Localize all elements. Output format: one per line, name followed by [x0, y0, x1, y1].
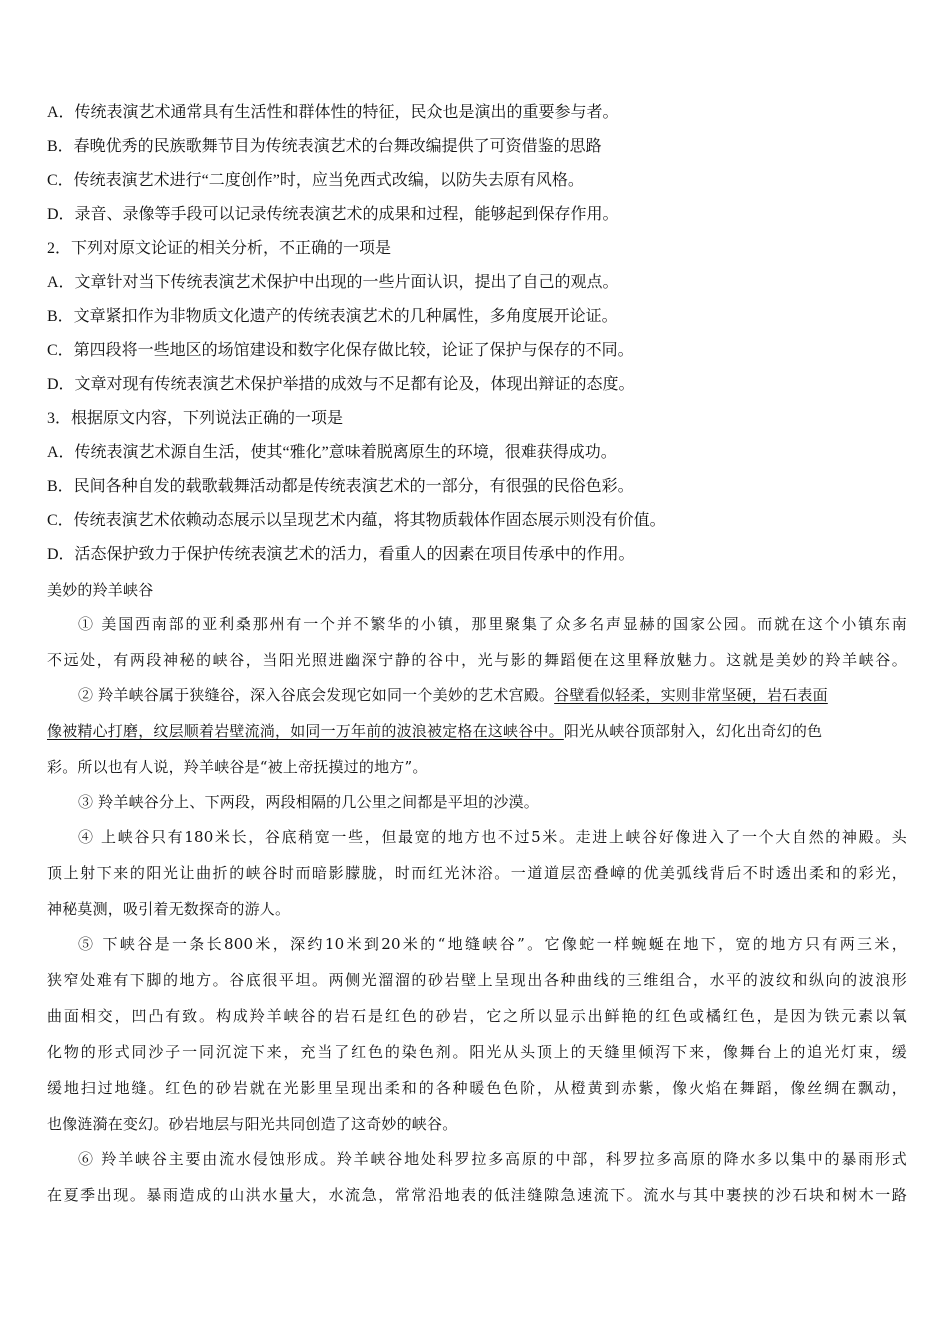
paragraph-4-line-2: 顶上射下来的阳光让曲折的峡谷时而暗影朦胧，时而红光沐浴。一道道层峦叠嶂的优美弧线背后不时透出柔和的彩光，: [47, 864, 907, 882]
q2-stem: 2．下列对原文论证的相关分析，不正确的一项是: [47, 240, 392, 257]
q3-stem: 3．根据原文内容，下列说法正确的一项是: [47, 410, 344, 427]
paragraph-5-line-1: ⑤ 下峡谷是一条长800米，深约10米到20米的“地缝峡谷”。它像蛇一样蜿蜒在地下，宽的地方只有两三米，: [78, 935, 907, 953]
q1-option-c: C．传统表演艺术进行“二度创作”时，应当免西式改编，以防失去原有风格。: [47, 172, 584, 189]
paragraph-3: ③ 羚羊峡谷分上、下两段，两段相隔的几公里之间都是平坦的沙漠。: [78, 793, 539, 811]
q2-option-c: C．第四段将一些地区的场馆建设和数字化保存做比较，论证了保护与保存的不同。: [47, 342, 634, 359]
paragraph-4-line-3: 神秘莫测，吸引着无数探奇的游人。: [47, 900, 291, 918]
paragraph-2-text: ② 羚羊峡谷属于狭缝谷，深入谷底会发现它如同一个美妙的艺术宫殿。: [78, 686, 555, 704]
underlined-sentence-part-1: 谷壁看似轻柔，实则非常坚硬，岩石表面: [554, 686, 828, 704]
paragraph-2-text-cont: 阳光从峡谷顶部射入，幻化出奇幻的色: [563, 722, 823, 740]
paragraph-5-line-2: 狭窄处难有下脚的地方。谷底很平坦。两侧光溜溜的砂岩壁上呈现出各种曲线的三维组合，水平的波纹和纵向的波浪形: [47, 971, 907, 989]
paragraph-2-line-3: 彩。所以也有人说，羚羊峡谷是“被上帝抚摸过的地方”。: [47, 758, 428, 776]
paragraph-1-line-1: ① 美国西南部的亚利桑那州有一个并不繁华的小镇，那里聚集了众多名声显赫的国家公园。而就在这个小镇东南: [78, 615, 907, 633]
q3-option-a: A．传统表演艺术源自生活，使其“雅化”意味着脱离原生的环境，很难获得成功。: [47, 444, 617, 461]
passage-title: 美妙的羚羊峡谷: [47, 581, 154, 599]
q3-option-d: D．活态保护致力于保护传统表演艺术的活力，看重人的因素在项目传承中的作用。: [47, 546, 635, 563]
q3-option-c: C．传统表演艺术依赖动态展示以呈现艺术内蕴，将其物质载体作固态展示则没有价值。: [47, 512, 666, 529]
q2-option-d: D．文章对现有传统表演艺术保护举措的成效与不足都有论及，体现出辩证的态度。: [47, 376, 635, 393]
q1-option-d: D．录音、录像等手段可以记录传统表演艺术的成果和过程，能够起到保存作用。: [47, 206, 619, 223]
q1-option-b: B．春晚优秀的民族歌舞节目为传统表演艺术的台舞改编提供了可资借鉴的思路: [47, 138, 602, 155]
q2-option-b: B．文章紧扣作为非物质文化遗产的传统表演艺术的几种属性，多角度展开论证。: [47, 308, 618, 325]
paragraph-5-line-4: 化物的形式同沙子一同沉淀下来，充当了红色的染色剂。阳光从头顶上的天缝里倾泻下来，像舞台上的追光灯束，缓: [47, 1043, 907, 1061]
q3-option-b: B．民间各种自发的载歌载舞活动都是传统表演艺术的一部分，有很强的民俗色彩。: [47, 478, 634, 495]
paragraph-5-line-6: 也像涟漪在变幻。砂岩地层与阳光共同创造了这奇妙的峡谷。: [47, 1115, 458, 1133]
paragraph-5-line-5: 缓地扫过地缝。红色的砂岩就在光影里呈现出柔和的各种暖色色阶，从橙黄到赤紫，像火焰在舞蹈，像丝绸在飘动，: [47, 1079, 907, 1097]
q1-option-a: A．传统表演艺术通常具有生活性和群体性的特征，民众也是演出的重要参与者。: [47, 104, 619, 121]
paragraph-1-line-2: 不远处，有两段神秘的峡谷，当阳光照进幽深宁静的谷中，光与影的舞蹈便在这里释放魅力。这就是美妙的羚羊峡谷。: [47, 651, 907, 669]
paragraph-2-line-2: [47, 721, 907, 741]
q2-option-a: A．文章针对当下传统表演艺术保护中出现的一些片面认识，提出了自己的观点。: [47, 274, 619, 291]
paragraph-2-line-1: [78, 685, 907, 705]
paragraph-6-line-1: ⑥ 羚羊峡谷主要由流水侵蚀形成。羚羊峡谷地处科罗拉多高原的中部，科罗拉多高原的降水多以集中的暴雨形式: [78, 1150, 907, 1168]
underlined-sentence-part-2: 像被精心打磨，纹层顺着岩壁流淌，如同一万年前的波浪被定格在这峡谷中。: [47, 722, 564, 740]
paragraph-5-line-3: 曲面相交，凹凸有致。构成羚羊峡谷的岩石是红色的砂岩，它之所以显示出鲜艳的红色或橘红色，是因为铁元素以氧: [47, 1007, 907, 1025]
paragraph-4-line-1: ④ 上峡谷只有180米长，谷底稍宽一些，但最宽的地方也不过5米。走进上峡谷好像进入了一个大自然的神殿。头: [78, 828, 907, 846]
paragraph-6-line-2: 在夏季出现。暴雨造成的山洪水量大，水流急，常常沿地表的低洼缝隙急速流下。流水与其中裹挟的沙石块和树木一路: [47, 1186, 907, 1204]
